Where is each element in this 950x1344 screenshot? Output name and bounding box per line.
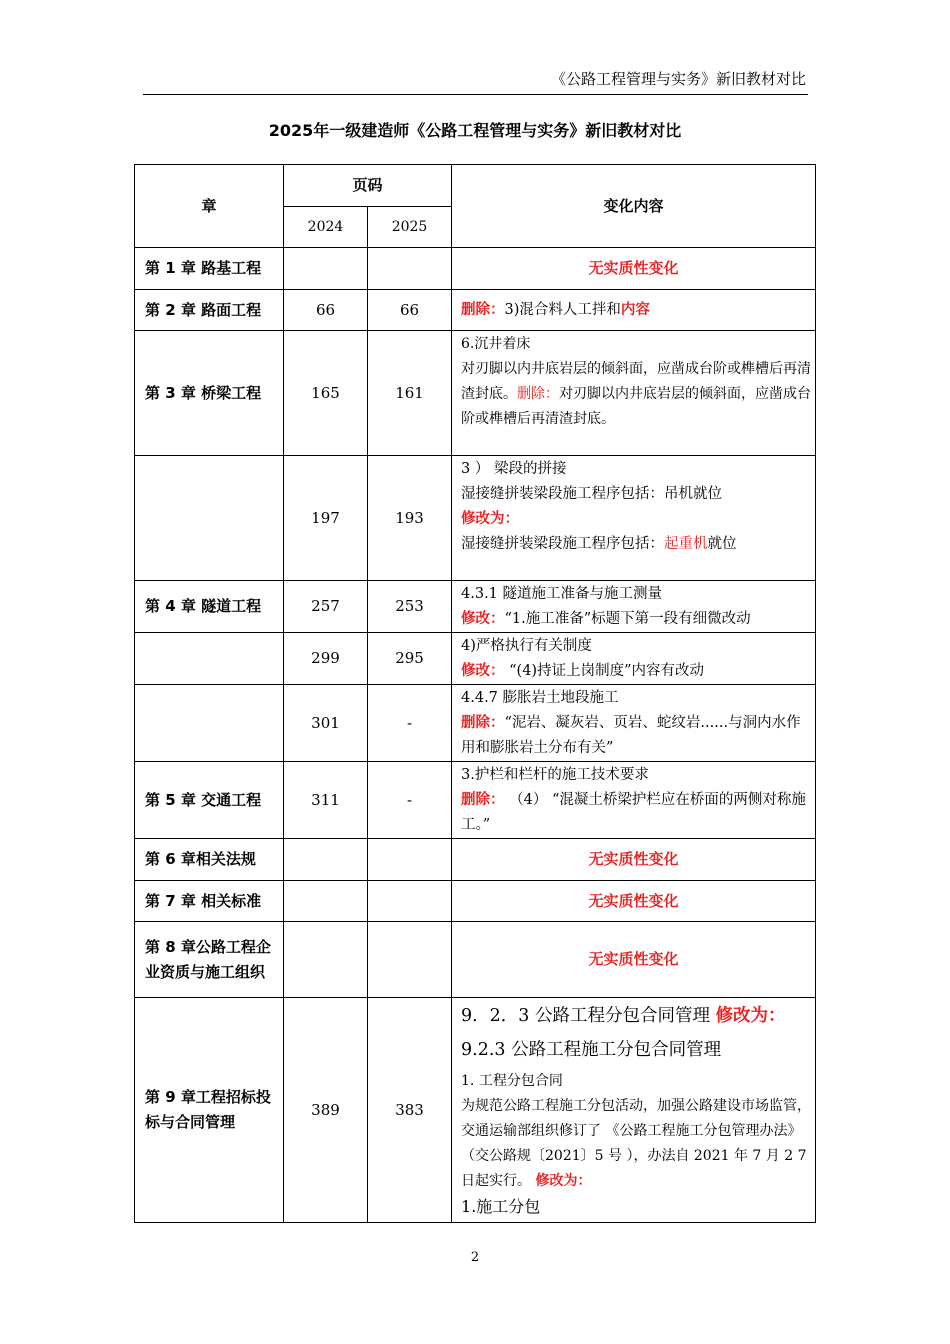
change-tail: 内容: [620, 302, 650, 318]
table-row: [135, 762, 816, 839]
change-heading: 3 ） 梁段的拼接: [461, 461, 567, 477]
header-change: 变化内容: [452, 165, 816, 248]
comparison-table: [134, 164, 816, 1223]
change-label-2: 修改为：: [535, 1173, 592, 1189]
page-2025: -: [368, 762, 452, 839]
change-text: 为规范公路工程施工分包活动，加强公路建设市场监管，交通运输部组织修订了 《公路工程施工分包管理办法》（交公路规〔2021〕5 号 ），办法自 2021 年 7 月 2 7 日起实行。: [461, 1098, 812, 1189]
page-2025: 253: [368, 581, 452, 633]
header-2025: 2025: [368, 207, 452, 248]
change-label: 删除：: [461, 792, 505, 808]
change-heading: 3.护栏和栏杆的施工技术要求: [461, 767, 649, 783]
change-text: “(4)持证上岗制度”内容有改动: [504, 663, 704, 679]
page-2024: 311: [284, 762, 368, 839]
change-label: 修改为：: [715, 1006, 786, 1026]
change-new-prefix: 湿接缝拼装梁段施工程序包括：: [461, 536, 665, 552]
table-row: [135, 998, 816, 1223]
page-2024: [284, 881, 368, 922]
change-cell: [452, 762, 816, 839]
chapter-cell: 第 6 章相关法规: [135, 839, 284, 881]
page-2024: 197: [284, 456, 368, 581]
change-heading: 4.3.1 隧道施工准备与施工测量: [461, 586, 663, 602]
page-2024: 66: [284, 290, 368, 331]
chapter-cell: [135, 685, 284, 762]
change-label: 删除：: [517, 386, 560, 402]
chapter-cell: 第 3 章 桥梁工程: [135, 331, 284, 456]
chapter-cell: 第 4 章 隧道工程: [135, 581, 284, 633]
change-heading: 6.沉井着床: [461, 336, 531, 352]
change-cell: [452, 290, 816, 331]
change-new-2: 1.施工分包: [461, 1197, 541, 1216]
change-text: “泥岩、凝灰岩、页岩、蛇纹岩......与洞内水作用和膨胀岩土分布有关”: [461, 715, 801, 756]
page-2024: [284, 248, 368, 290]
change-label: 删除：: [461, 302, 505, 318]
page-number: 2: [470, 1250, 480, 1265]
change-cell: 无实质性变化: [452, 922, 816, 998]
change-new-highlight: 起重机: [664, 536, 708, 552]
change-text: （4） “混凝土桥梁护栏应在桥面的两侧对称施工。”: [461, 792, 806, 833]
change-text: 对刃脚以内井底岩层的倾斜面，应凿成台阶或榫槽后再清渣封底。: [461, 361, 812, 402]
change-cell: 无实质性变化: [452, 248, 816, 290]
page-2024: 299: [284, 633, 368, 685]
header-rule: [143, 94, 808, 95]
page-2024: 165: [284, 331, 368, 456]
header-pages: 页码: [284, 165, 452, 207]
change-cell: [452, 685, 816, 762]
change-cell: 无实质性变化: [452, 839, 816, 881]
change-cell: [452, 633, 816, 685]
page-2024: 301: [284, 685, 368, 762]
change-new-suffix: 就位: [707, 536, 737, 552]
page-2025: 66: [368, 290, 452, 331]
change-deleted: 对刃脚以内井底岩层的倾斜面，应凿成台阶或榫槽后再清渣封底。: [461, 386, 812, 427]
page-2025: 383: [368, 998, 452, 1223]
change-new: 9.2.3 公路工程施工分包合同管理: [461, 1040, 722, 1060]
table-row: [135, 881, 816, 922]
table-row: [135, 456, 816, 581]
chapter-cell: 第 9 章工程招标投标与合同管理: [135, 998, 284, 1223]
change-label: 修改：: [461, 663, 505, 679]
chapter-cell: 第 2 章 路面工程: [135, 290, 284, 331]
page-2025: [368, 922, 452, 998]
table-row: [135, 290, 816, 331]
change-cell: 无实质性变化: [452, 881, 816, 922]
header-2024: 2024: [284, 207, 368, 248]
change-heading: 9．2．3 公路工程分包合同管理: [461, 1006, 716, 1026]
running-header: 《公路工程管理与实务》新旧教材对比: [550, 70, 806, 88]
chapter-cell: 第 7 章 相关标准: [135, 881, 284, 922]
change-cell: [452, 456, 816, 581]
chapter-cell: 第 1 章 路基工程: [135, 248, 284, 290]
table-row: [135, 685, 816, 762]
page-2025: [368, 248, 452, 290]
table-row: [135, 331, 816, 456]
chapter-cell: 第 8 章公路工程企业资质与施工组织: [135, 922, 284, 998]
change-cell: [452, 998, 816, 1223]
page-2024: [284, 839, 368, 881]
header-chapter: 章: [135, 165, 284, 248]
page-2024: [284, 922, 368, 998]
change-heading: 4)严格执行有关制度: [461, 638, 592, 654]
page-2025: 161: [368, 331, 452, 456]
change-label: 删除：: [461, 715, 505, 731]
chapter-cell: [135, 456, 284, 581]
change-cell: [452, 581, 816, 633]
change-text: 湿接缝拼装梁段施工程序包括：吊机就位: [461, 486, 723, 502]
table-row: [135, 581, 816, 633]
page-2025: [368, 839, 452, 881]
change-sub: 1. 工程分包合同: [461, 1073, 563, 1089]
table-row: [135, 633, 816, 685]
page-2024: 389: [284, 998, 368, 1223]
change-cell: [452, 331, 816, 456]
page-2025: 295: [368, 633, 452, 685]
document-title: 2025年一级建造师《公路工程管理与实务》新旧教材对比: [268, 121, 682, 140]
page-2025: 193: [368, 456, 452, 581]
chapter-cell: 第 5 章 交通工程: [135, 762, 284, 839]
change-label: 修改：: [461, 611, 505, 627]
table-row: [135, 922, 816, 998]
page-2025: [368, 881, 452, 922]
change-text: 3)混合料人工拌和: [504, 302, 621, 318]
table-row: [135, 839, 816, 881]
change-heading: 4.4.7 膨胀岩土地段施工: [461, 690, 619, 706]
change-text: “1.施工准备”标题下第一段有细微改动: [504, 611, 751, 627]
change-new: [461, 532, 811, 557]
page-2025: -: [368, 685, 452, 762]
change-label: 修改为：: [461, 511, 520, 527]
chapter-cell: [135, 633, 284, 685]
page-2024: 257: [284, 581, 368, 633]
table-row: [135, 248, 816, 290]
